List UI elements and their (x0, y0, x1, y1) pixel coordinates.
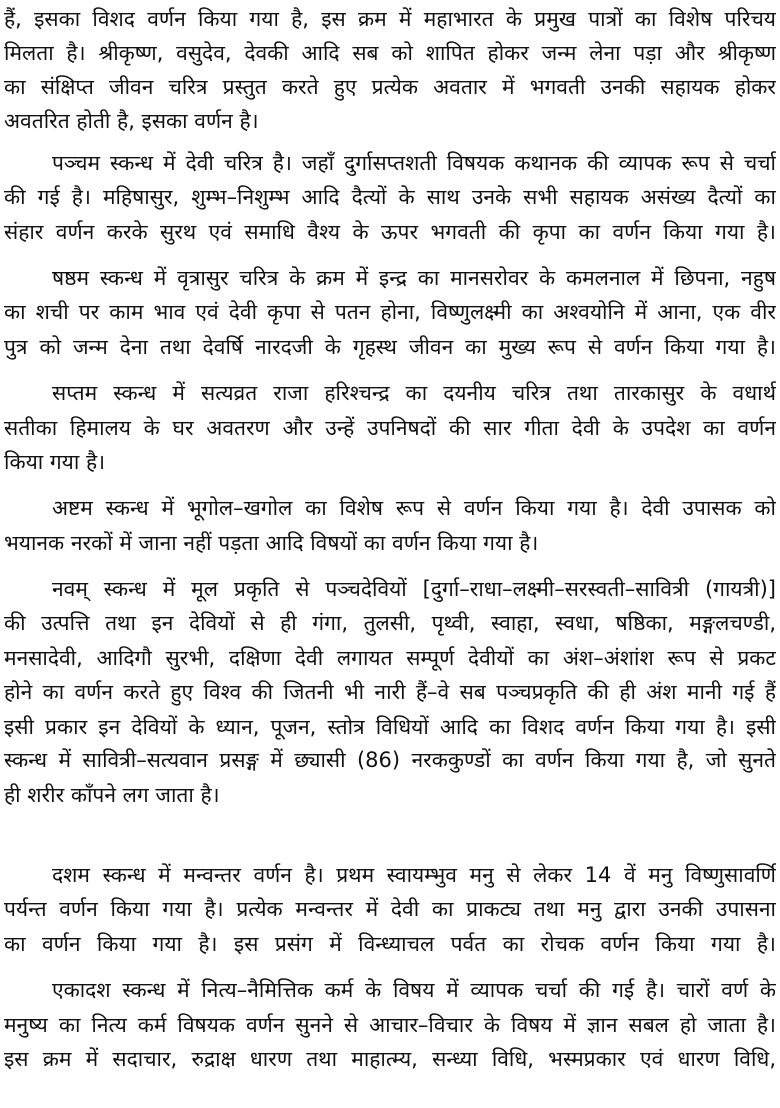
text-line: मिलता है। श्रीकृष्ण, वसुदेव, देवकी आदि सब को शापित होकर जन्म लेना पड़ा और श्रीकृष्ण (4, 41, 776, 65)
text-line: का संक्षिप्त जीवन चरित्र प्रस्तुत करते हुए प्रत्येक अवतार में भगवती उनकी सहायक होकर (4, 75, 776, 99)
text-line: ही शरीर काँपने लग जाता है। (4, 783, 220, 807)
text-line: सप्तम स्कन्ध में सत्यव्रत राजा हरिश्चन्द्र का दयनीय चरित्र तथा तारकासुर के वधार्थ (52, 381, 776, 405)
text-line: की गई है। महिषासुर, शुम्भ–निशुम्भ आदि दैत्यों के साथ उनके सभी सहायक असंख्य दैत्यों का (4, 185, 776, 209)
text-line: का शची पर काम भाव एवं देवी कृपा से पतन होना, विष्णुलक्ष्मी का अश्वयोनि में आना, एक वीर (4, 300, 776, 324)
text-line: इस क्रम में सदाचार, रुद्राक्ष धारण तथा माहात्म्य, सन्ध्या विधि, भस्मप्रकार एवं धारण विधि, (4, 1047, 776, 1071)
text-line: पुत्र को जन्म देना तथा देवर्षि नारदजी के गृहस्थ जीवन का मुख्य रूप से वर्णन किया गया है। (4, 335, 776, 359)
text-line: का वर्णन किया गया है। इस प्रसंग में विन्ध्याचल पर्वत का रोचक वर्णन किया गया है। (4, 932, 776, 956)
text-line: किया गया है। (4, 450, 106, 474)
text-line: इसी प्रकार इन देवियों के ध्यान, पूजन, स्तोत्र विधियों आदि का विशद वर्णन किया गया है। इसी (4, 715, 776, 739)
text-line: नवम् स्कन्ध में मूल प्रकृति से पञ्चदेवियों [दुर्गा–राधा–लक्ष्मी–सरस्वती–सावित्री (गायत्री)] (52, 577, 776, 601)
text-line: स्कन्ध में सावित्री–सत्यवान प्रसङ्ग में छ्यासी (86) नरककुण्डों का वर्णन किया गया है, जो सुनते (4, 748, 776, 772)
text-line: पर्यन्त वर्णन किया गया है। प्रत्येक मन्वन्तर में देवी का प्राकट्य तथा मनु द्वारा उनकी उपासना (4, 897, 776, 921)
text-line: होने का वर्णन करते हुए विश्व की जितनी भी नारी हैं–वे सब पञ्चप्रकृति की ही अंश मानी गई हैं (4, 680, 776, 704)
text-line: अष्टम स्कन्ध में भूगोल–खगोल का विशेष रूप से वर्णन किया गया है। देवी उपासक को (52, 496, 776, 520)
text-line: एकादश स्कन्ध में नित्य–नैमित्तिक कर्म के विषय में व्यापक चर्चा की गई है। चारों वर्ण के (52, 978, 776, 1002)
text-line: दशम स्कन्ध में मन्वन्तर वर्णन है। प्रथम स्वायम्भुव मनु से लेकर 14 वें मनु विष्णुसावर्णि (52, 863, 776, 887)
text-line: मनुष्य का नित्य कर्म विषयक वर्णन सुनने से आचार–विचार के विषय में ज्ञान सबल हो जाता है। (4, 1013, 776, 1037)
text-line: अवतरित होती है, इसका वर्णन है। (4, 109, 259, 133)
text-line: मनसादेवी, आदिगौ सुरभी, दक्षिणा देवी लगायत सम्पूर्ण देवीयों का अंश–अंशांश रूप से प्रकट (4, 646, 776, 670)
text-line: की उत्पत्ति तथा इन देवियों से ही गंगा, तुलसी, पृथ्वी, स्वाहा, स्वधा, षष्ठिका, मङ्गलचण्डी, (4, 611, 776, 635)
text-line: सतीका हिमालय के घर अवतरण और उन्हें उपनिषदों की सार गीता देवी के उपदेश का वर्णन (4, 416, 776, 440)
text-line: पञ्चम स्कन्ध में देवी चरित्र है। जहाँ दुर्गासप्तशती विषयक कथानक की व्यापक रूप से चर्चा (52, 151, 776, 175)
text-line: भयानक नरकों में जाना नहीं पड़ता आदि विषयों का वर्णन किया गया है। (4, 531, 539, 555)
text-line: संहार वर्णन करके सुरथ एवं समाधि वैश्य के ऊपर भगवती की कृपा का वर्णन किया गया है। (4, 220, 776, 244)
text-line: हैं, इसका विशद वर्णन किया गया है, इस क्रम में महाभारत के प्रमुख पात्रों का विशेष परिचय (4, 7, 776, 31)
text-line: षष्ठम स्कन्ध में वृत्रासुर चरित्र के क्रम में इन्द्र का मानसरोवर के कमलनाल में छिपना, नहुष (52, 266, 776, 290)
